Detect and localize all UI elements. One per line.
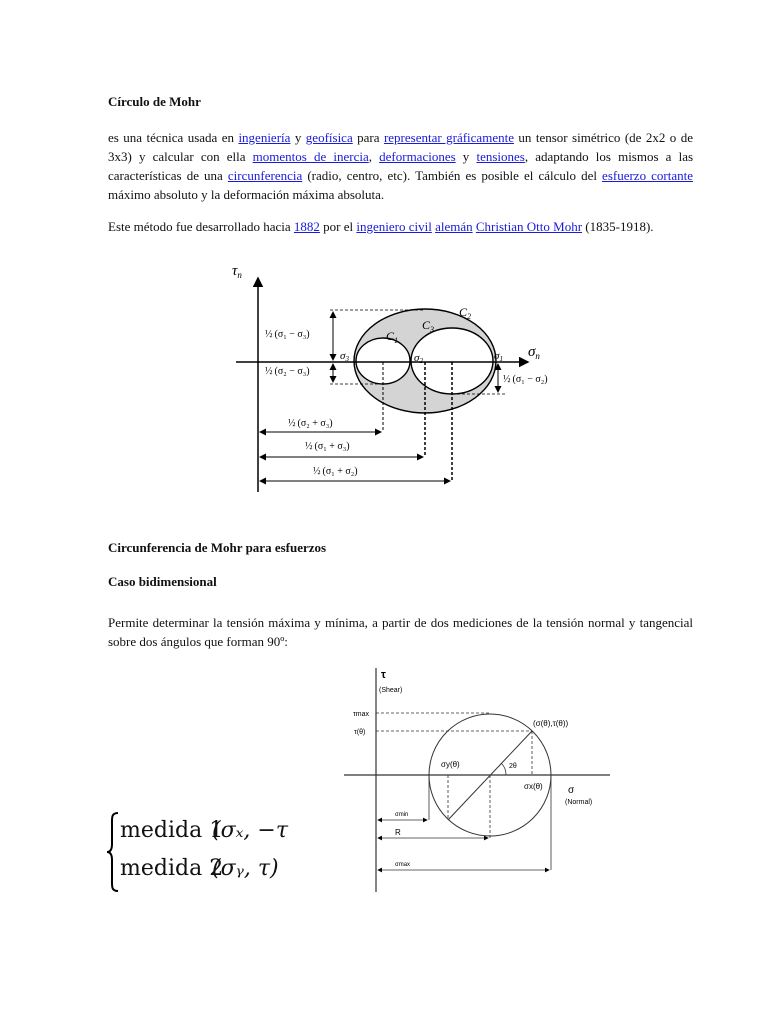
tau-max-label: τmax: [353, 711, 369, 718]
mohr-3d-circles-figure: [225, 262, 585, 498]
tau-theta-label: τ(θ): [354, 729, 366, 736]
label-half-s2-s3: ½ (σ₂ − σ₃): [265, 366, 310, 377]
sigma1-label: σ1: [494, 350, 503, 363]
text-run: ,: [368, 149, 380, 164]
sigma-n-label: $\sigma_n$: [528, 344, 540, 361]
label-half-s1-s2: ½ (σ₁ − σ₂): [503, 374, 548, 385]
link-representar-graficamente[interactable]: representar gráficamente: [383, 130, 514, 145]
text-run: un tensor simétrico (de 2x2 o de 3x3) y calcular con ella: [108, 130, 694, 164]
link-tensiones[interactable]: tensiones: [476, 149, 525, 164]
c1-label: $C_1$: [386, 329, 399, 345]
tau-n-label: $\tau_n$: [232, 263, 242, 280]
normal-label: (Normal): [565, 799, 593, 806]
mohr-2d-circle-figure: [340, 664, 620, 896]
text-run: y: [290, 130, 306, 145]
c2-label: $C_2$: [459, 305, 472, 321]
measures-brace: [106, 812, 118, 892]
point-label: (σ(θ),τ(θ)): [533, 719, 569, 728]
link-geofisica[interactable]: geofísica: [305, 130, 353, 145]
text-run: (1835-1918).: [582, 219, 654, 234]
text-run: y: [455, 149, 477, 164]
sigma-label: σ: [568, 785, 575, 796]
section-subtitle-caso-bidimensional: Caso bidimensional: [108, 574, 217, 589]
text-run: (radio, centro, etc). También es posible el cálculo del: [302, 168, 603, 183]
intro-paragraph: [108, 128, 693, 204]
text-run: Este método fue desarrollado hacia: [108, 219, 294, 234]
label-half-s2-plus-s3: ½ (σ₂ + σ₃): [288, 418, 333, 429]
section-title-circunferencia-esfuerzos: Circunferencia de Mohr para esfuerzos: [108, 540, 327, 555]
text-run: para: [352, 130, 384, 145]
text-run: máximo absoluto y la deformación máxima absoluta.: [108, 187, 385, 202]
shear-label: (Shear): [379, 687, 403, 694]
link-aleman[interactable]: alemán: [435, 219, 473, 234]
measure-1-label: medida 1: [120, 818, 224, 843]
link-circunferencia[interactable]: circunferencia: [227, 168, 303, 183]
sigma3-label: σ3: [340, 350, 349, 363]
link-ingeniero-civil[interactable]: ingeniero civil: [356, 219, 432, 234]
text-run: por el: [319, 219, 357, 234]
measure-2-label: medida 2: [120, 856, 224, 881]
sigma2-label: σ2: [414, 352, 423, 365]
sigma-y-label: σy(θ): [441, 760, 460, 769]
label-half-s1-s3: ½ (σ₁ − σ₃): [265, 329, 310, 340]
sigma-max-label: σmax: [395, 862, 411, 868]
link-1882[interactable]: 1882: [293, 219, 320, 234]
text-run: es una técnica usada en: [108, 130, 239, 145]
sigma-x-label: σx(θ): [524, 782, 543, 791]
c3-label: $C_3$: [422, 318, 435, 334]
section-title-circulo-de-mohr: Círculo de Mohr: [108, 94, 201, 109]
radius-label: R: [395, 828, 401, 837]
history-paragraph: [108, 217, 693, 236]
tau-label: τ: [381, 669, 386, 681]
section2-paragraph: Permite determinar la tensión máxima y mínima, a partir de dos mediciones de la tensión normal y tangencial sobre dos ángulos que forman 90º:: [108, 615, 693, 649]
label-half-s1-plus-s2: ½ (σ₁ + σ₂): [313, 466, 358, 477]
text-run: , adaptando los mismos a las características de una: [108, 149, 694, 183]
link-deformaciones[interactable]: deformaciones: [379, 149, 456, 164]
two-theta-label: 2θ: [509, 763, 517, 770]
link-esfuerzo-cortante[interactable]: esfuerzo cortante: [602, 168, 694, 183]
measure-2-value: (σᵧ, τ): [212, 856, 279, 881]
link-christian-otto-mohr[interactable]: Christian Otto Mohr: [475, 219, 583, 234]
sigma-min-label: σmin: [395, 812, 409, 818]
label-half-s1-plus-s3: ½ (σ₁ + σ₃): [305, 441, 350, 452]
measure-1-value: (σₓ, −τ: [212, 818, 289, 843]
link-ingenieria[interactable]: ingeniería: [238, 130, 291, 145]
link-momentos-de-inercia[interactable]: momentos de inercia: [252, 149, 369, 164]
